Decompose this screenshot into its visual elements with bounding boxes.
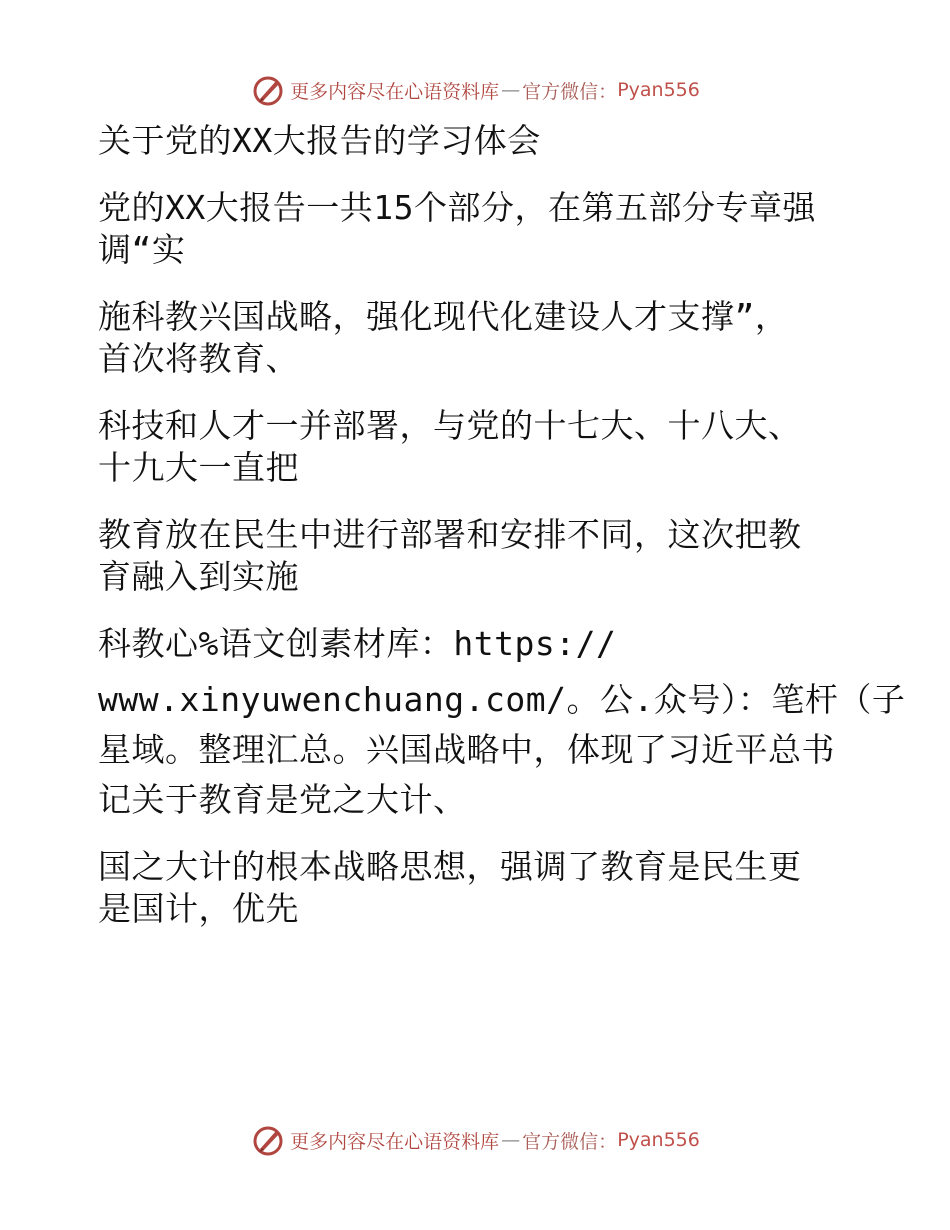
header-wechat-label: 官方微信：	[522, 80, 618, 103]
paragraph-line: 党的XX大报告一共15个部分，在第五部分专章强	[98, 188, 816, 227]
footer-banner	[0, 1120, 950, 1160]
paragraph-line: 国之大计的根本战略思想，强调了教育是民生更	[98, 847, 802, 886]
footer-wechat-label: 官方微信：	[522, 1130, 618, 1153]
header-separator: —	[501, 79, 521, 101]
paragraph-line: 育融入到实施	[98, 557, 299, 596]
paragraph-line: 记关于教育是党之大计、	[98, 780, 467, 819]
paragraph-line: 科技和人才一并部署，与党的十七大、十八大、	[98, 406, 802, 445]
quill-pen-circle-icon	[250, 72, 286, 108]
footer-wechat-handle: Pyan556	[617, 1129, 700, 1151]
header-wechat-handle: Pyan556	[617, 79, 700, 101]
paragraph-line: 科教心%语文创素材库：https://	[98, 624, 617, 663]
paragraph-line: 星域。整理汇总。兴国战略中，体现了习近平总书	[98, 730, 835, 769]
paragraph-line: 调“实	[98, 230, 186, 269]
paragraph-line: www.xinyuwenchuang.com/。公.众号）：笔杆（子	[98, 680, 906, 719]
paragraph-line: 十九大一直把	[98, 448, 299, 487]
paragraph-line: 施科教兴国战略，强化现代化建设人才支撑”，	[98, 297, 789, 336]
quill-pen-circle-icon	[250, 1122, 286, 1158]
paragraph-line: 首次将教育、	[98, 339, 299, 378]
header-site-text: 更多内容尽在心语资料库	[290, 80, 500, 103]
footer-site-text: 更多内容尽在心语资料库	[290, 1130, 500, 1153]
header-banner	[0, 70, 950, 110]
document-title: 关于党的XX大报告的学习体会	[98, 121, 541, 160]
paragraph-line: 是国计，优先	[98, 889, 299, 928]
document-body	[98, 120, 906, 930]
footer-separator: —	[501, 1129, 521, 1151]
paragraph-line: 教育放在民生中进行部署和安排不同，这次把教	[98, 515, 802, 554]
